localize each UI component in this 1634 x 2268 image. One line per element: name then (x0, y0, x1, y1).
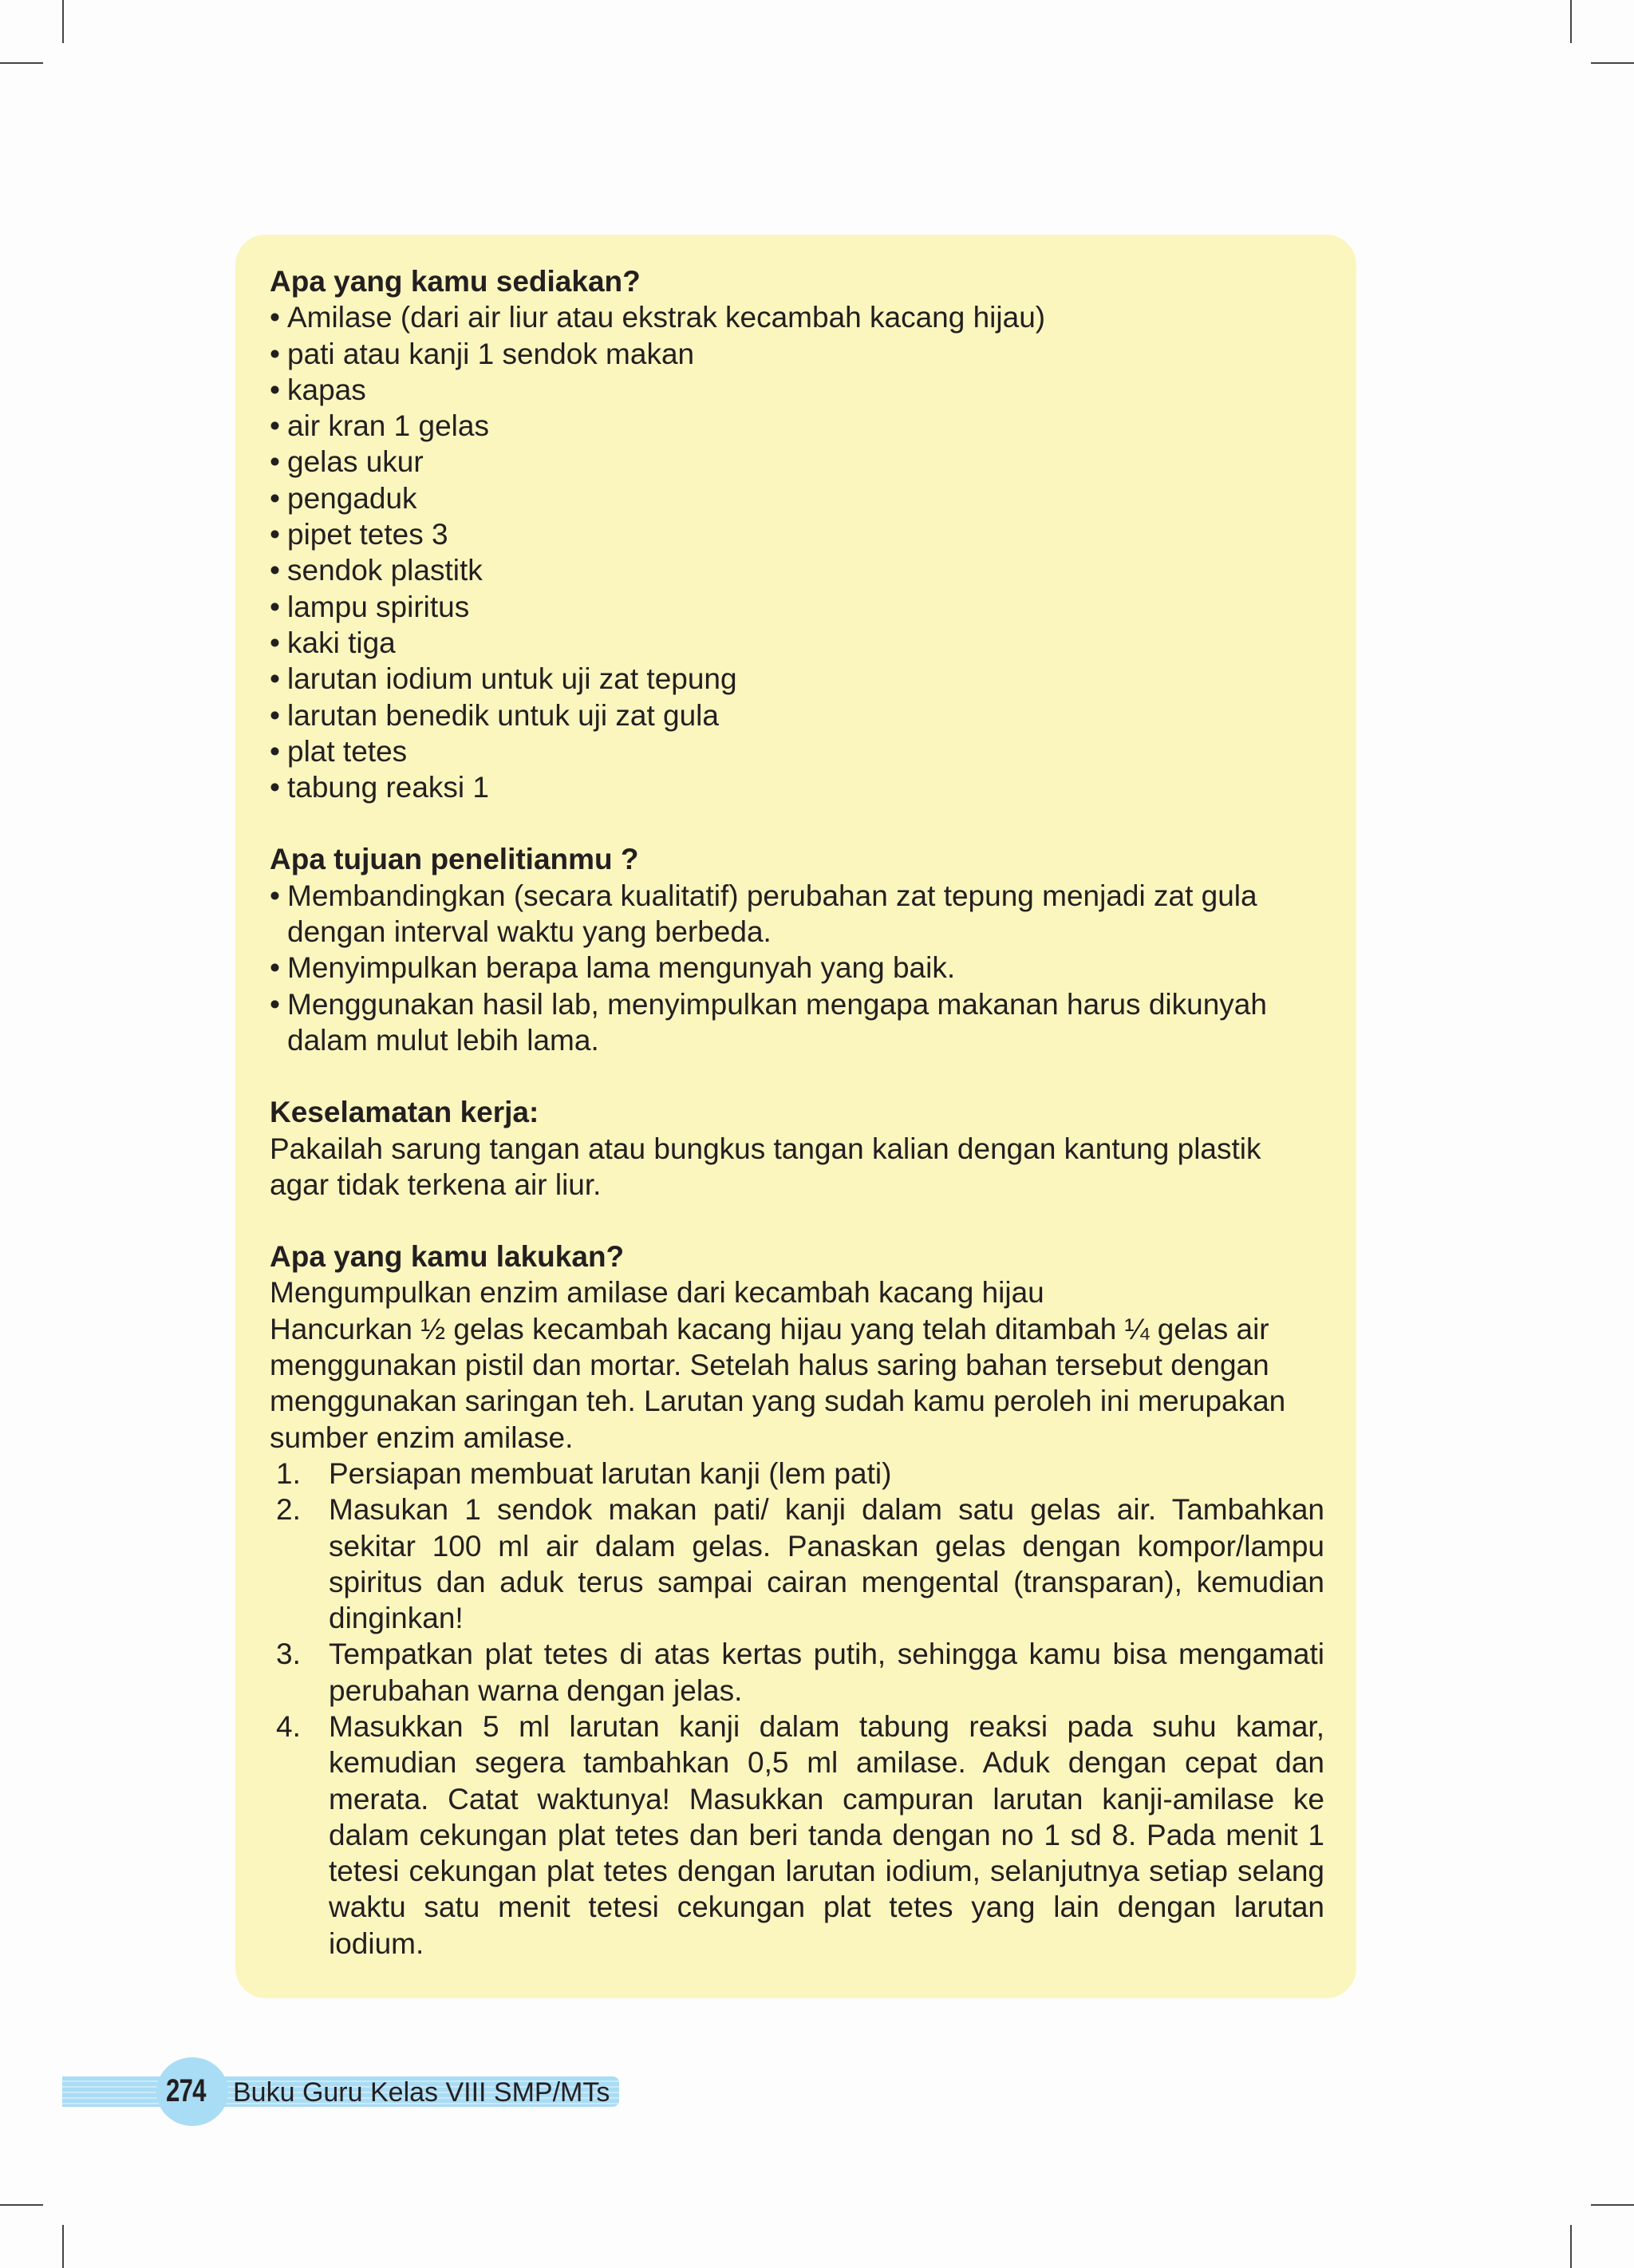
step-number: 4. (276, 1709, 301, 1743)
list-item-text: larutan iodium untuk uji zat tepung (287, 662, 737, 696)
goals-section (270, 841, 1324, 1058)
crop-mark (1591, 2204, 1634, 2206)
bullet-icon: • (270, 951, 280, 985)
materials-heading: Apa yang kamu sediakan? (270, 265, 641, 298)
procedure-section (270, 1239, 1324, 1962)
list-item-text: gelas ukur (287, 445, 424, 479)
crop-mark (62, 2225, 64, 2268)
crop-mark (0, 2204, 43, 2206)
procedure-heading: Apa yang kamu lakukan? (270, 1240, 625, 1274)
goals-heading: Apa tujuan penelitianmu ? (270, 843, 639, 876)
bullet-icon: • (270, 590, 280, 623)
list-item (270, 552, 1324, 588)
list-item-text: kaki tiga (287, 626, 396, 659)
list-item (270, 480, 1324, 516)
bullet-icon: • (270, 734, 280, 768)
list-item-text: lampu spiritus (287, 590, 470, 623)
step-number: 3. (276, 1638, 301, 1671)
list-item (270, 372, 1324, 408)
bullet-icon: • (270, 481, 280, 515)
book-title: Buku Guru Kelas VIII SMP/MTs (233, 2077, 610, 2108)
list-item-text: larutan benedik untuk uji zat gula (287, 698, 719, 732)
page-number: 274 (166, 2073, 206, 2108)
bullet-icon: • (270, 698, 280, 732)
procedure-intro-text: Hancurkan ½ gelas kecambah kacang hijau yang telah ditambah ¼ gelas air menggunakan pistil dan mortar. Setelah halus saring bahan tersebut dengan menggunakan saringan teh. Larutan yang sudah kamu peroleh ini merupakan sumber enzim amilase. (270, 1312, 1286, 1454)
list-item (270, 986, 1324, 1059)
list-item (270, 697, 1324, 733)
bullet-icon: • (270, 879, 280, 912)
step-text: Masukkan 5 ml larutan kanji dalam tabung reaksi pada suhu kamar, kemudian segera tambahkan 0,5 ml amilase. Aduk dengan cepat dan merata. Catat waktunya! Masukkan campuran larutan kanji-amilase ke dalam cekungan plat tetes dan beri tanda dengan no 1 sd 8. Pada menit 1 tetesi cekungan plat tetes dengan larutan iodium, selanjutnya setiap selang waktu satu menit tetesi cekungan plat tetes yang lain dengan larutan iodium. (329, 1709, 1324, 1960)
step-number: 2. (276, 1493, 301, 1527)
list-item-text: Menggunakan hasil lab, menyimpulkan mengapa makanan harus dikunyah dalam mulut lebih lama. (287, 987, 1267, 1057)
crop-mark (0, 62, 43, 64)
list-item (270, 878, 1324, 950)
safety-text: Pakailah sarung tangan atau bungkus tangan kalian dengan kantung plastik agar tidak terkena air liur. (270, 1132, 1261, 1201)
goals-list (270, 878, 1324, 1058)
list-item-text: kapas (287, 373, 366, 406)
list-item (270, 444, 1324, 480)
list-item-text: Menyimpulkan berapa lama mengunyah yang baik. (287, 951, 956, 985)
list-item (270, 408, 1324, 444)
procedure-step (270, 1456, 1324, 1492)
bullet-icon: • (270, 518, 280, 551)
list-item-text: Amilase (dari air liur atau ekstrak kecambah kacang hijau) (287, 301, 1046, 334)
procedure-step (270, 1492, 1324, 1636)
materials-list (270, 299, 1324, 805)
bullet-icon: • (270, 771, 280, 804)
safety-section (270, 1094, 1324, 1203)
list-item (270, 589, 1324, 625)
bullet-icon: • (270, 373, 280, 406)
safety-heading: Keselamatan kerja: (270, 1096, 539, 1129)
bullet-icon: • (270, 626, 280, 659)
bullet-icon: • (270, 554, 280, 587)
crop-mark (1570, 2225, 1572, 2268)
activity-panel (235, 235, 1356, 1998)
step-text: Persiapan membuat larutan kanji (lem pati) (329, 1456, 892, 1490)
list-item-text: pengaduk (287, 481, 417, 515)
bullet-icon: • (270, 662, 280, 696)
list-item (270, 625, 1324, 661)
procedure-intro-line: Mengumpulkan enzim amilase dari kecambah kacang hijau (270, 1276, 1044, 1310)
list-item (270, 516, 1324, 552)
list-item-text: pipet tetes 3 (287, 518, 448, 551)
list-item-text: pati atau kanji 1 sendok makan (287, 337, 695, 370)
step-number: 1. (276, 1456, 301, 1490)
list-item (270, 733, 1324, 769)
procedure-step (270, 1709, 1324, 1962)
list-item (270, 769, 1324, 805)
bullet-icon: • (270, 987, 280, 1021)
list-item (270, 661, 1324, 697)
procedure-step (270, 1636, 1324, 1709)
crop-mark (1591, 62, 1634, 64)
list-item (270, 299, 1324, 335)
crop-mark (1570, 0, 1572, 43)
bullet-icon: • (270, 445, 280, 479)
list-item-text: Membandingkan (secara kualitatif) perubahan zat tepung menjadi zat gula dengan interval waktu yang berbeda. (287, 879, 1257, 949)
list-item (270, 336, 1324, 372)
materials-section (270, 263, 1324, 805)
step-text: Masukan 1 sendok makan pati/ kanji dalam satu gelas air. Tambahkan sekitar 100 ml air dalam gelas. Panaskan gelas dengan kompor/lampu spiritus dan aduk terus sampai cairan mengental (transparan), kemudian dinginkan! (329, 1493, 1324, 1635)
bullet-icon: • (270, 301, 280, 334)
list-item-text: plat tetes (287, 734, 408, 768)
list-item-text: air kran 1 gelas (287, 409, 489, 443)
crop-mark (62, 0, 64, 43)
bullet-icon: • (270, 337, 280, 370)
list-item-text: tabung reaksi 1 (287, 771, 490, 804)
list-item (270, 950, 1324, 986)
list-item-text: sendok plastitk (287, 554, 483, 587)
step-text: Tempatkan plat tetes di atas kertas putih, sehingga kamu bisa mengamati perubahan warna dengan jelas. (329, 1638, 1324, 1707)
bullet-icon: • (270, 409, 280, 443)
procedure-steps (270, 1456, 1324, 1962)
